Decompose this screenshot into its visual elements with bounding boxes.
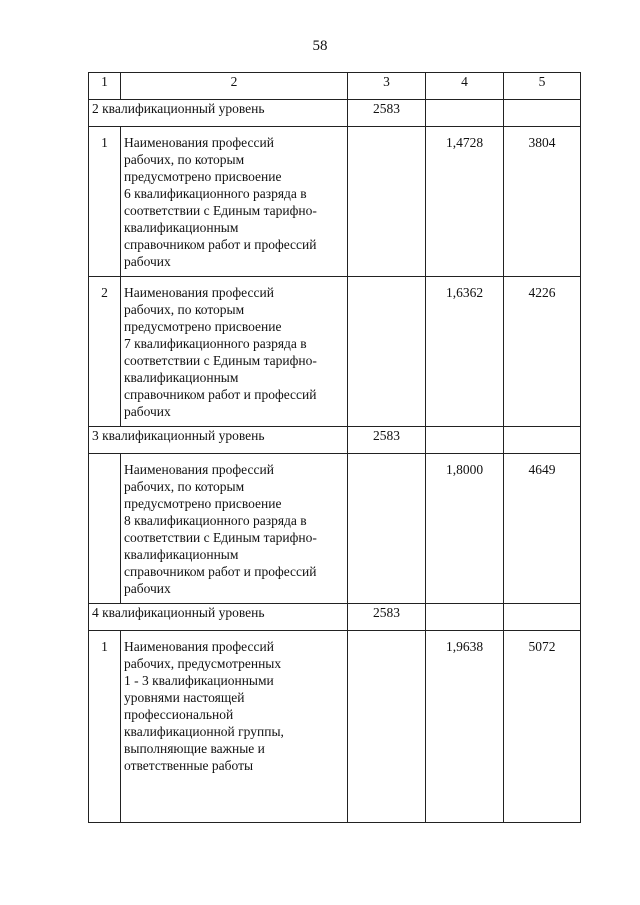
header-cell-5: 5 (504, 73, 581, 100)
level-label: 4 квалификационный уровень (89, 604, 348, 631)
qualification-table (88, 72, 581, 823)
description-line: рабочих, по которым (124, 479, 245, 494)
level-label: 3 квалификационный уровень (89, 427, 348, 454)
description-line: квалификационным (124, 547, 239, 562)
description-line: ответственные работы (124, 758, 254, 773)
description-line: квалификационным (124, 370, 239, 385)
empty-cell (348, 277, 426, 427)
description-line: предусмотрено присвоение (124, 496, 282, 511)
description-line: Наименования профессий (124, 285, 274, 300)
description-line: Наименования профессий (124, 462, 274, 477)
level-label: 2 квалификационный уровень (89, 100, 348, 127)
table-row (89, 631, 581, 823)
table-row (89, 277, 581, 427)
level-row (89, 604, 581, 631)
description-line: справочником работ и профессий (124, 564, 317, 579)
header-cell-3: 3 (348, 73, 426, 100)
description-line: соответствии с Единым тарифно- (124, 353, 317, 368)
description-line: квалификационным (124, 220, 239, 235)
empty-cell (348, 454, 426, 604)
description-line: 6 квалификационного разряда в (124, 186, 307, 201)
level-base-value: 2583 (348, 604, 426, 631)
empty-cell (426, 427, 504, 454)
description-line: рабочих (124, 254, 171, 269)
description-line: профессиональной (124, 707, 234, 722)
salary: 4649 (504, 454, 581, 604)
profession-description (121, 454, 348, 604)
description-line: квалификационной группы, (124, 724, 284, 739)
row-number: 2 (89, 277, 121, 427)
page-number: 58 (312, 38, 328, 54)
description-line: рабочих (124, 581, 171, 596)
description-line: справочником работ и профессий (124, 387, 317, 402)
description-line: предусмотрено присвоение (124, 169, 282, 184)
empty-cell (348, 631, 426, 823)
description-line: уровнями настоящей (124, 690, 245, 705)
empty-cell (426, 100, 504, 127)
description-line: выполняющие важные и (124, 741, 265, 756)
description-line: соответствии с Единым тарифно- (124, 203, 317, 218)
header-cell-4: 4 (426, 73, 504, 100)
profession-description (121, 127, 348, 277)
level-base-value: 2583 (348, 427, 426, 454)
description-line: справочником работ и профессий (124, 237, 317, 252)
table-row (89, 454, 581, 604)
empty-cell (504, 427, 581, 454)
empty-cell (504, 604, 581, 631)
salary: 5072 (504, 631, 581, 823)
description-line: 7 квалификационного разряда в (124, 336, 307, 351)
row-number: 1 (89, 127, 121, 277)
profession-description (121, 631, 348, 823)
row-number (89, 454, 121, 604)
description-line: Наименования профессий (124, 639, 274, 654)
empty-cell (504, 100, 581, 127)
header-cell-2: 2 (121, 73, 348, 100)
level-row (89, 427, 581, 454)
empty-cell (426, 604, 504, 631)
description-line: Наименования профессий (124, 135, 274, 150)
description-line: рабочих, по которым (124, 152, 245, 167)
description-line: 8 квалификационного разряда в (124, 513, 307, 528)
table-row (89, 127, 581, 277)
description-line: предусмотрено присвоение (124, 319, 282, 334)
description-line: 1 - 3 квалификационными (124, 673, 274, 688)
description-line: рабочих, по которым (124, 302, 245, 317)
salary: 4226 (504, 277, 581, 427)
row-number: 1 (89, 631, 121, 823)
coefficient: 1,4728 (426, 127, 504, 277)
coefficient: 1,8000 (426, 454, 504, 604)
salary: 3804 (504, 127, 581, 277)
empty-cell (348, 127, 426, 277)
description-line: рабочих, предусмотренных (124, 656, 282, 671)
description-line: рабочих (124, 404, 171, 419)
header-row (89, 73, 581, 100)
description-line: соответствии с Единым тарифно- (124, 530, 317, 545)
header-cell-1: 1 (89, 73, 121, 100)
profession-description (121, 277, 348, 427)
level-base-value: 2583 (348, 100, 426, 127)
coefficient: 1,9638 (426, 631, 504, 823)
level-row (89, 100, 581, 127)
coefficient: 1,6362 (426, 277, 504, 427)
